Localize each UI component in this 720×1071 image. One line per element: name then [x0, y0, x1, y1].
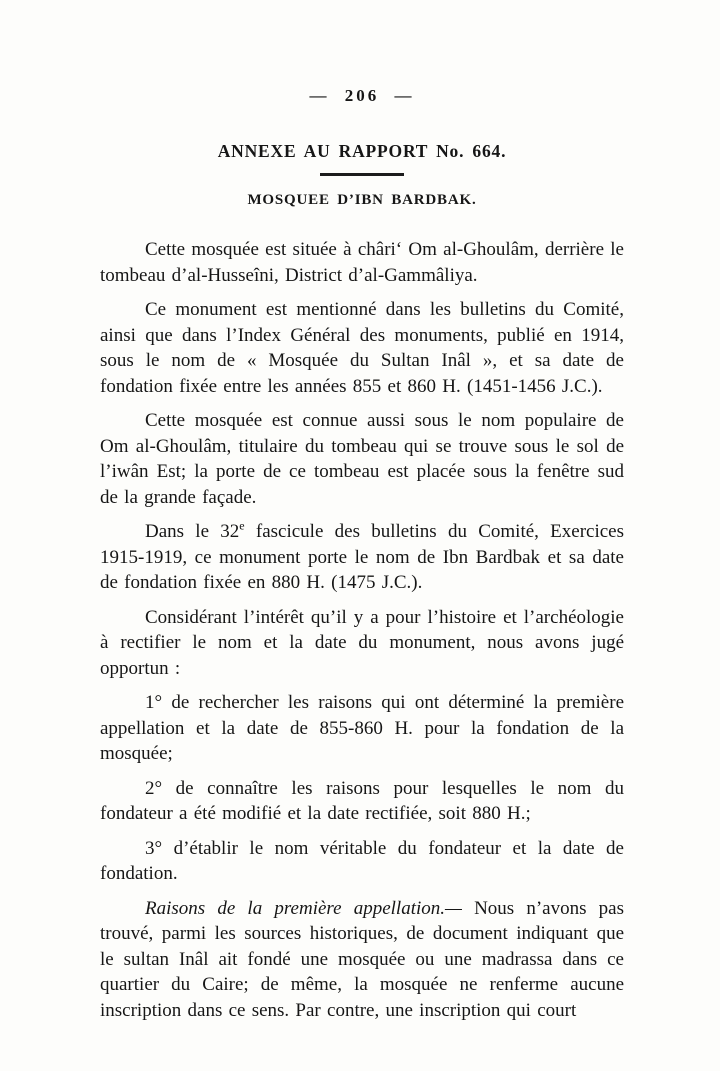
paragraph-text: Cette mosquée est connue aussi sous le nom populaire de Om al-Ghoulâm, titulaire du tombeau qui se trouve sous le sol de l’iwân Est; la porte de ce tombeau est placée sous la fenêtre sud de la grande façade. [100, 410, 624, 508]
document-body [100, 237, 624, 1023]
paragraph-fascicule [100, 519, 624, 596]
list-item-1 [100, 690, 624, 767]
paragraph-text: 2° de connaître les raisons pour lesquelles le nom du fondateur a été modifié et la date rectifiée, soit 880 H.; [100, 777, 624, 824]
paragraph-text: Cette mosquée est située à châri‘ Om al-Ghoulâm, derrière le tombeau d’al-Husseîni, District d’al-Gammâliya. [100, 239, 624, 286]
paragraph-text: 1° de rechercher les raisons qui ont déterminé la première appellation et la date de 855-860 H. pour la fondation de la mosquée; [100, 692, 624, 764]
section-lead-in: Raisons de la première appellation.— [145, 897, 462, 919]
paragraph-considerant [100, 605, 624, 682]
paragraph-popular-name [100, 408, 624, 510]
title-rule [320, 173, 404, 176]
paragraph-index-mention [100, 297, 624, 399]
paragraph-text: fascicule des bulletins du Comité, Exercices 1915-1919, ce monument porte le nom de Ibn Bardbak et sa date de fondation fixée en 880 H. (1475 J.C.). [100, 521, 625, 593]
page-number: — 206 — [309, 86, 415, 105]
annexe-title: ANNEXE AU RAPPORT No. 664. [217, 141, 507, 161]
paragraph-text: Considérant l’intérêt qu’il y a pour l’histoire et l’archéologie à rectifier le nom et la date du monument, nous avons jugé opportun : [100, 606, 624, 679]
paragraph-text: 3° d’établir le nom véritable du fondateur et la date de fondation. [100, 837, 624, 884]
paragraph-raisons [100, 896, 624, 1024]
list-item-2 [100, 776, 624, 827]
paragraph-text: Nous n’avons pas trouvé, parmi les sources historiques, de document indiquant que le sultan Inâl ait fondé une mosquée ou une madrassa dans ce quartier du Caire; de même, la mosquée ne renferme aucune inscription dans ce sens. Par contre, une inscription qui court [100, 897, 624, 1021]
paragraph-text: Ce monument est mentionné dans les bulletins du Comité, ainsi que dans l’Index Général des monuments, publié en 1914, sous le nom de « Mosquée du Sultan Inâl », et sa date de fondation fixée entre les années 855 et 860 H. (1451-1456 J.C.). [100, 299, 624, 397]
paragraph-text: Dans le 32 [145, 521, 240, 542]
paragraph-location [100, 237, 624, 288]
mosque-title: MOSQUEE D’IBN BARDBAK. [247, 192, 477, 208]
superscript-e: e [239, 518, 245, 533]
list-item-3 [100, 836, 624, 887]
